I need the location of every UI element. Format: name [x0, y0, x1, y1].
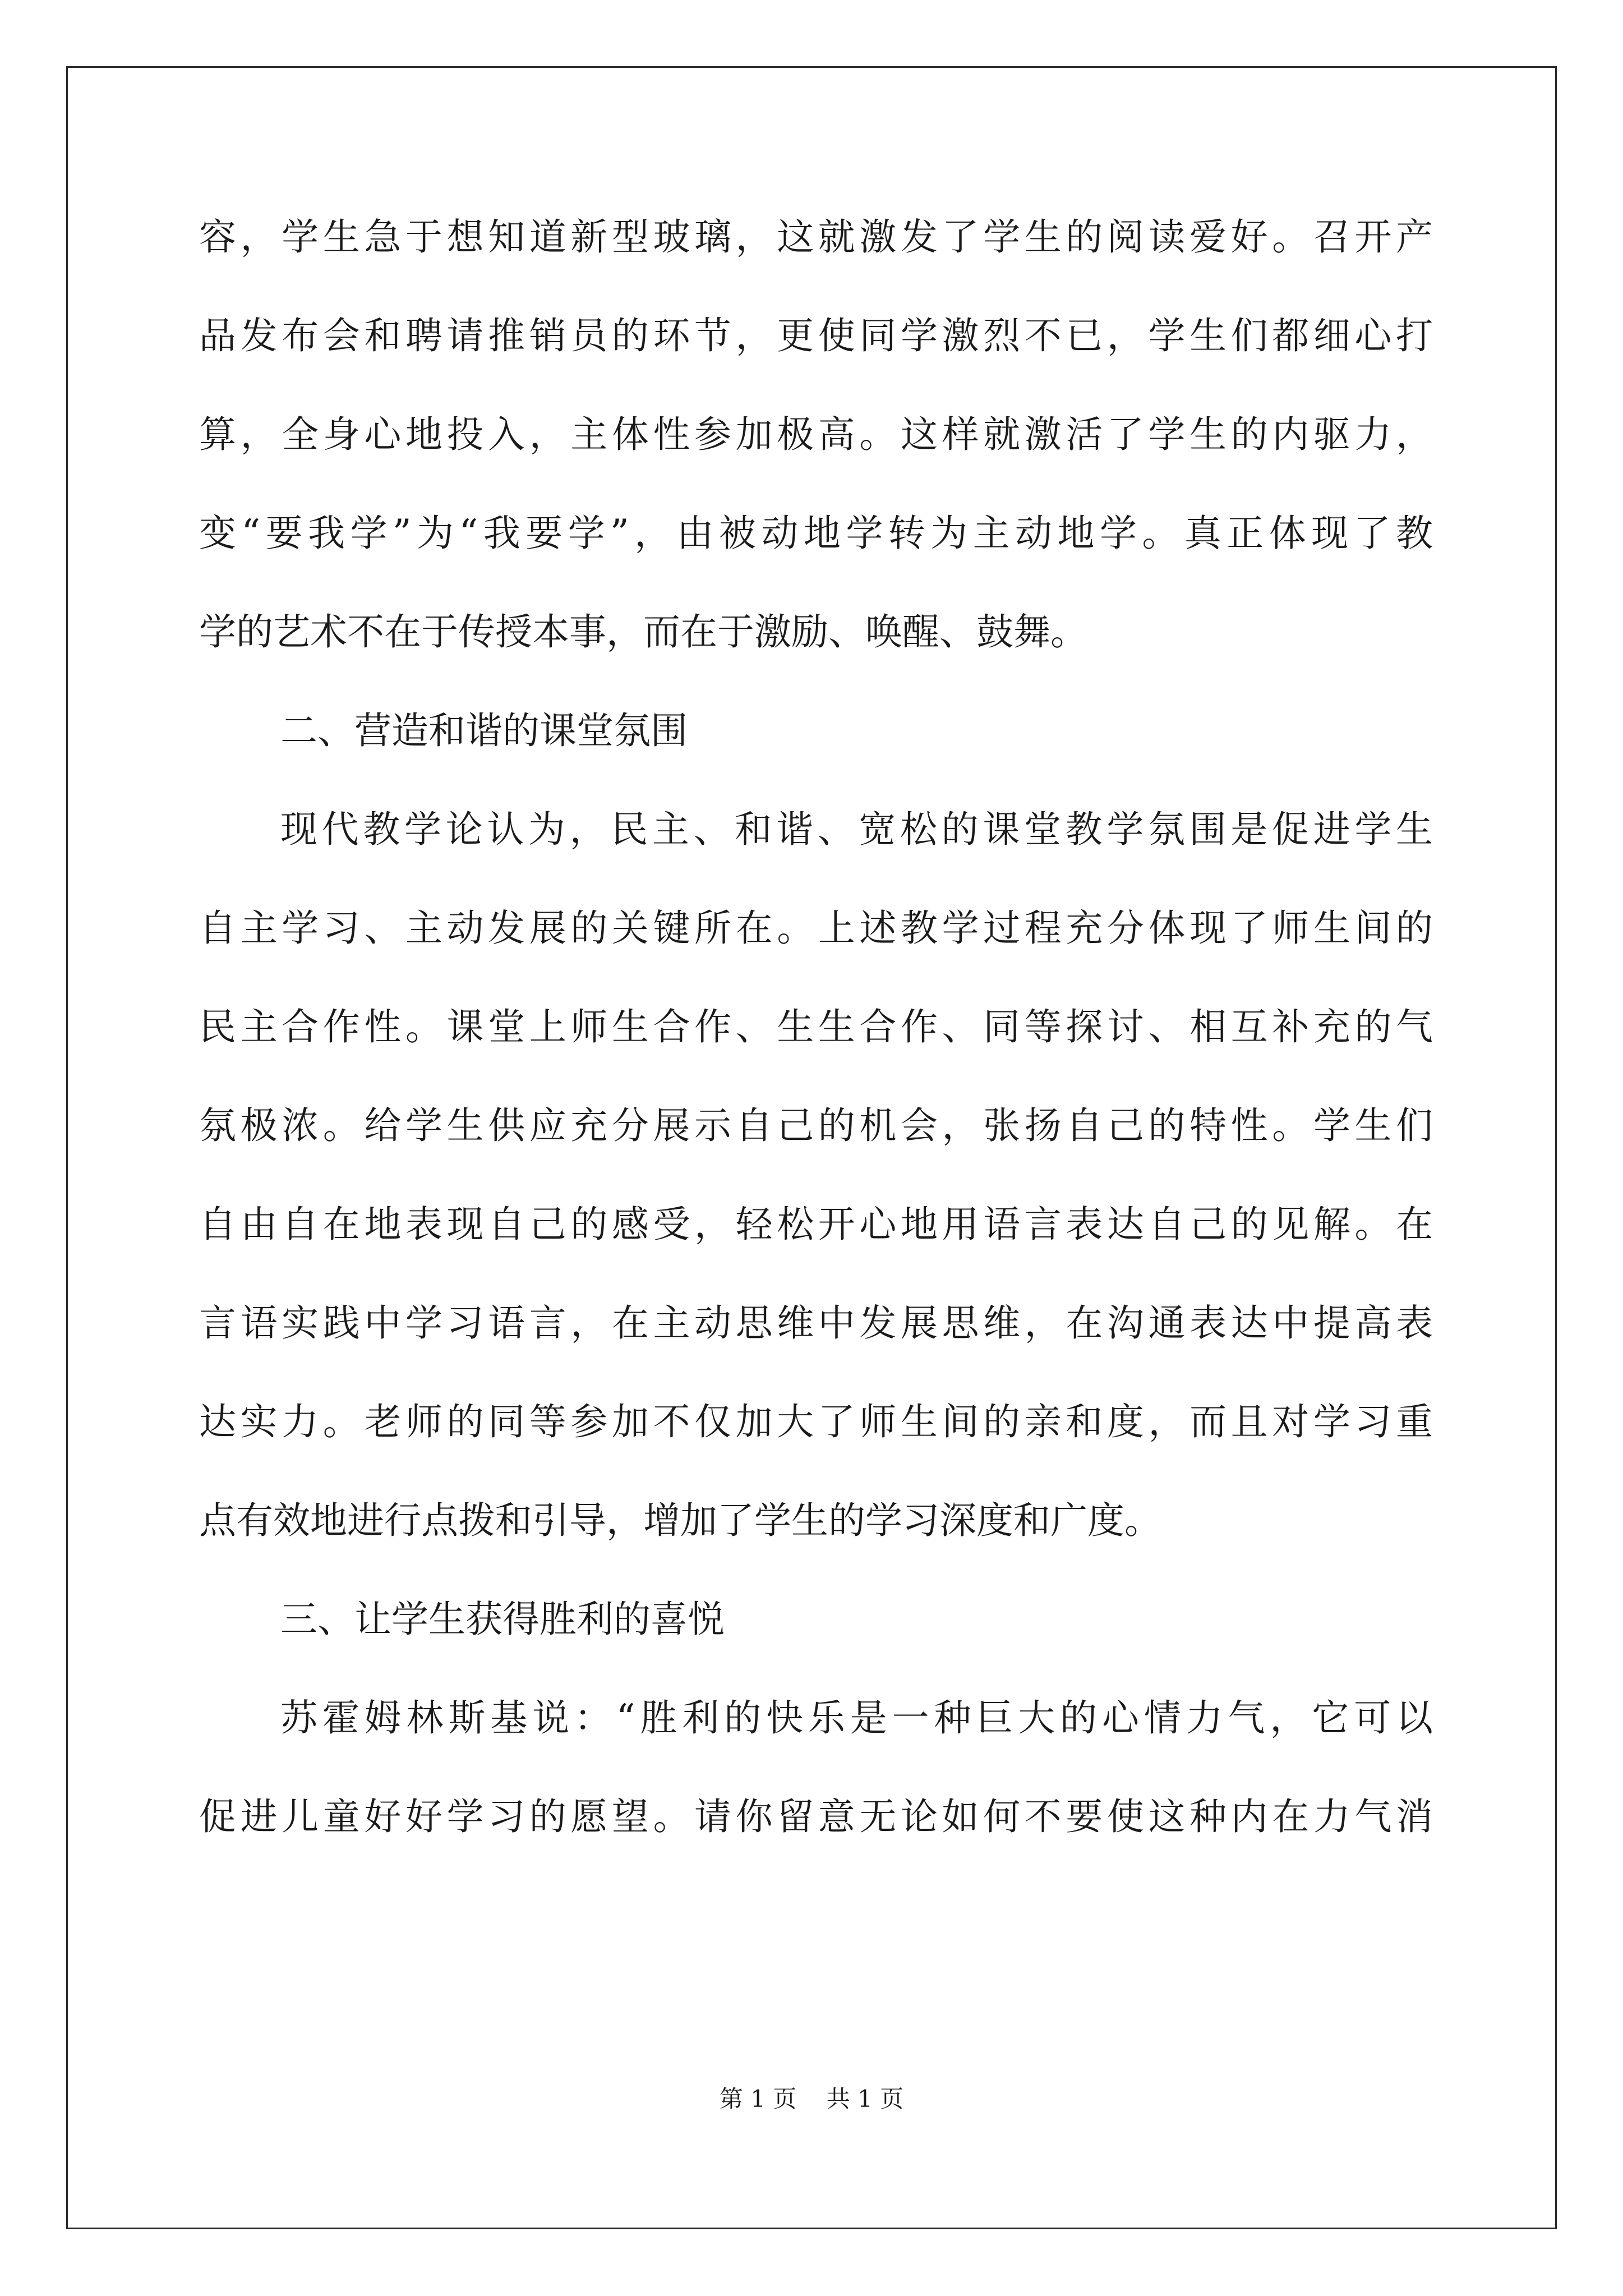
paragraph-line: 变“要我学”为“我要学”，由被动地学转为主动地学。真正体现了教: [199, 512, 1433, 555]
page-number-footer: 第 1 页 共 1 页: [719, 2085, 904, 2113]
paragraph-line: 达实力。老师的同等参加不仅加大了师生间的亲和度，而且对学习重: [199, 1400, 1433, 1443]
paragraph-line: 现代教学论认为，民主、和谐、宽松的课堂教学氛围是促进学生: [280, 808, 1433, 851]
paragraph-line: 算，全身心地投入，主体性参加极高。这样就激活了学生的内驱力，: [199, 413, 1433, 456]
paragraph-line: 自主学习、主动发展的关键所在。上述教学过程充分体现了师生间的: [199, 907, 1433, 950]
paragraph-line: 学的艺术不在于传授本事，而在于激励、唤醒、鼓舞。: [199, 610, 1087, 654]
paragraph-line: 言语实践中学习语言，在主动思维中发展思维，在沟通表达中提高表: [199, 1301, 1433, 1345]
section-heading: 二、营造和谐的课堂氛围: [280, 709, 688, 752]
paragraph-line: 点有效地进行点拨和引导，增加了学生的学习深度和广度。: [199, 1499, 1161, 1542]
paragraph-line: 容，学生急于想知道新型玻璃，这就激发了学生的阅读爱好。召开产: [199, 215, 1433, 259]
paragraph-line: 促进儿童好好学习的愿望。请你留意无论如何不要使这种内在力气消: [199, 1795, 1433, 1838]
paragraph-line: 氛极浓。给学生供应充分展示自己的机会，张扬自己的特性。学生们: [199, 1104, 1433, 1147]
section-heading: 三、让学生获得胜利的喜悦: [280, 1598, 725, 1641]
paragraph-line: 苏霍姆林斯基说：“胜利的快乐是一种巨大的心情力气，它可以: [280, 1696, 1433, 1740]
paragraph-line: 自由自在地表现自己的感受，轻松开心地用语言表达自己的见解。在: [199, 1203, 1433, 1246]
paragraph-line: 品发布会和聘请推销员的环节，更使同学激烈不已，学生们都细心打: [199, 314, 1433, 357]
paragraph-line: 民主合作性。课堂上师生合作、生生合作、同等探讨、相互补充的气: [199, 1005, 1433, 1048]
